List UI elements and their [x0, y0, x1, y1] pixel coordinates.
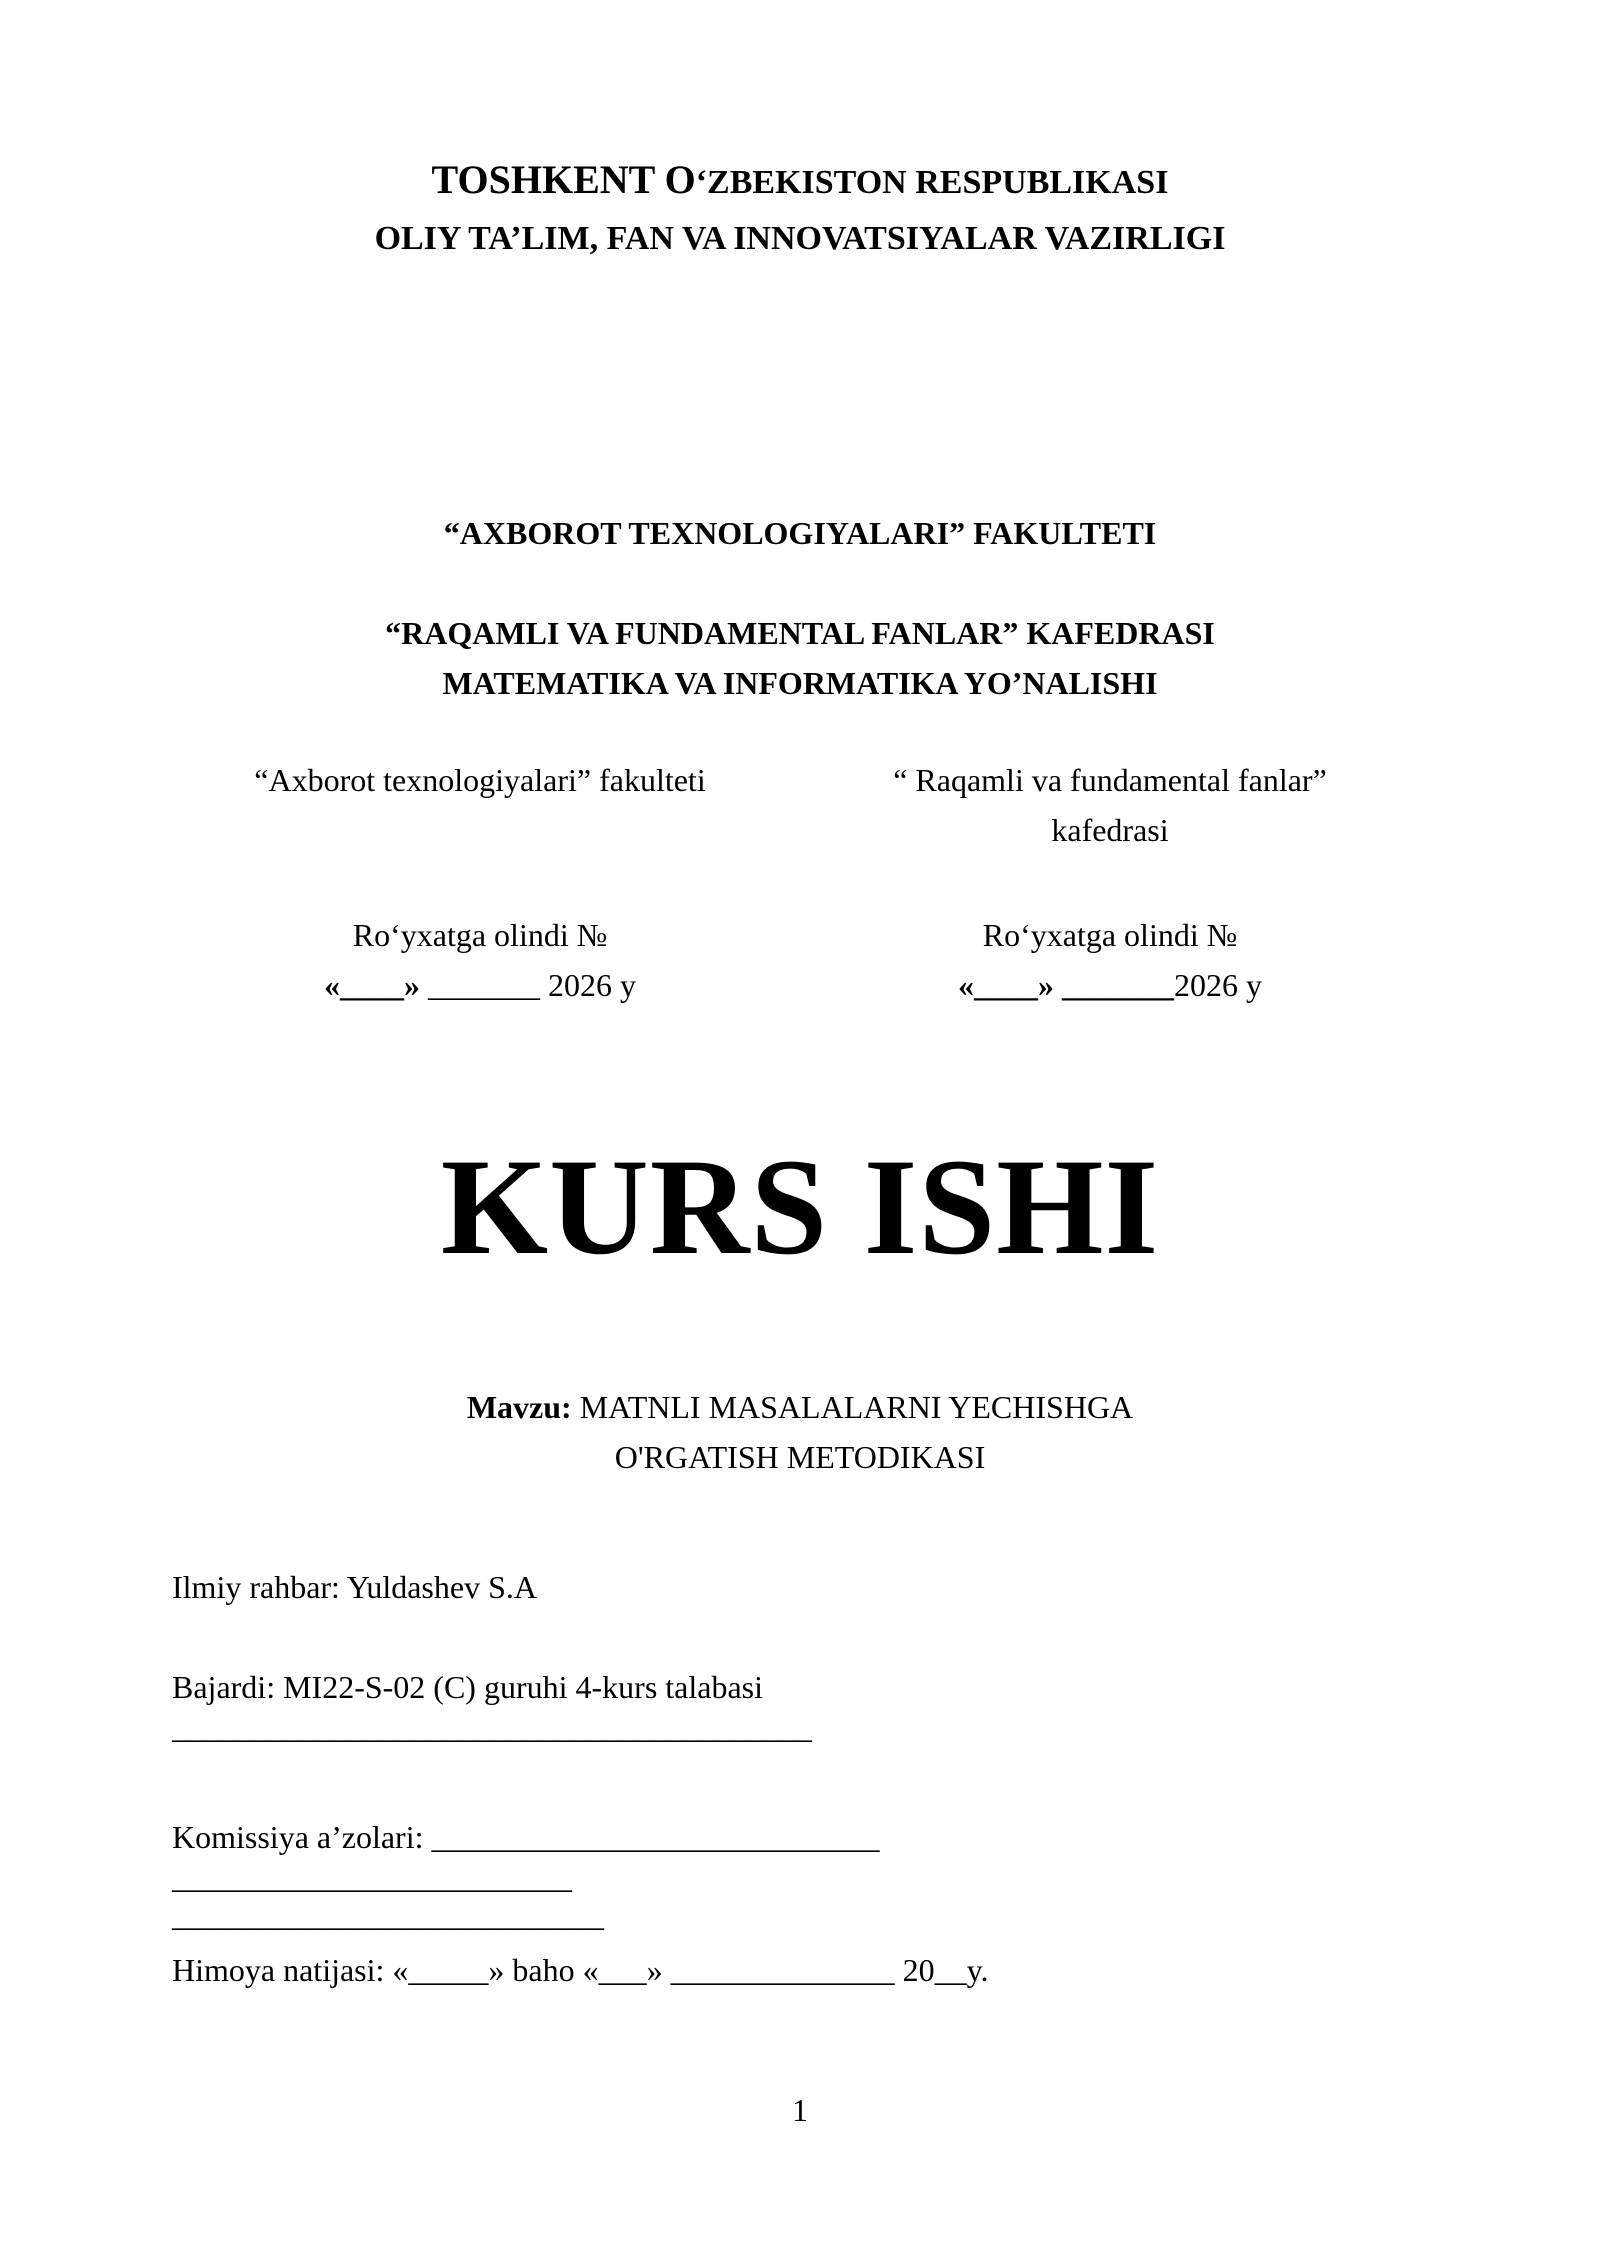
faculty-heading: “AXBOROT TEXNOLOGIYALARI” FAKULTETI [443, 515, 1157, 551]
ministry-header [0, 155, 1600, 264]
department-line-2: MATEMATIKA VA INFORMATIKA YO’NALISHI [442, 665, 1158, 701]
department-line-1: “RAQAMLI VA FUNDAMENTAL FANLAR” KAFEDRASI [385, 615, 1215, 651]
left-registration-label: Ro‘yxatga olindi № [352, 917, 608, 953]
right-registration [800, 910, 1420, 1010]
page-number: 1 [792, 2092, 808, 2128]
right-department-name [800, 755, 1420, 855]
right-department-line-2: kafedrasi [1051, 812, 1169, 848]
document-title: KURS ISHI [440, 1130, 1160, 1283]
department-heading [0, 608, 1600, 708]
topic-line-2: O'RGATISH METODIKASI [614, 1439, 986, 1475]
commission: Komissiya a’zolari: ____________________________ [172, 1819, 880, 1855]
right-department-line-1: “ Raqamli va fundamental fanlar” [893, 762, 1327, 798]
topic-line-1: Mavzu: MATNLI MASALALARNI YECHISHGA [466, 1389, 1134, 1425]
topic-label: Mavzu: [466, 1389, 572, 1425]
left-registration [160, 910, 800, 1010]
performer-signature-line: ________________________________________ [172, 1709, 812, 1745]
defense-result: Himoya natijasi: «_____» baho «___» ______________ 20__y. [172, 1952, 989, 1988]
right-registration-date: «____» _______2026 y [958, 967, 1262, 1003]
performer: Bajardi: MI22-S-02 (C) guruhi 4-kurs talabasi [172, 1669, 763, 1705]
commission-line-3: ___________________________ [172, 1897, 604, 1933]
topic [0, 1382, 1600, 1482]
header-line-2: OLIY TA’LIM, FAN VA INNOVATSIYALAR VAZIRLIGI [374, 220, 1226, 257]
supervisor: Ilmiy rahbar: Yuldashev S.A [172, 1569, 537, 1605]
commission-line-2: _________________________ [172, 1859, 572, 1895]
right-registration-label: Ro‘yxatga olindi № [982, 917, 1238, 953]
header-line-1: TOSHKENT O‘ZBEKISTON RESPUBLIKASI [431, 157, 1169, 202]
left-registration-date: «____» _______ 2026 y [324, 967, 636, 1003]
left-faculty-name: “Axborot texnologiyalari” fakulteti [254, 762, 706, 798]
